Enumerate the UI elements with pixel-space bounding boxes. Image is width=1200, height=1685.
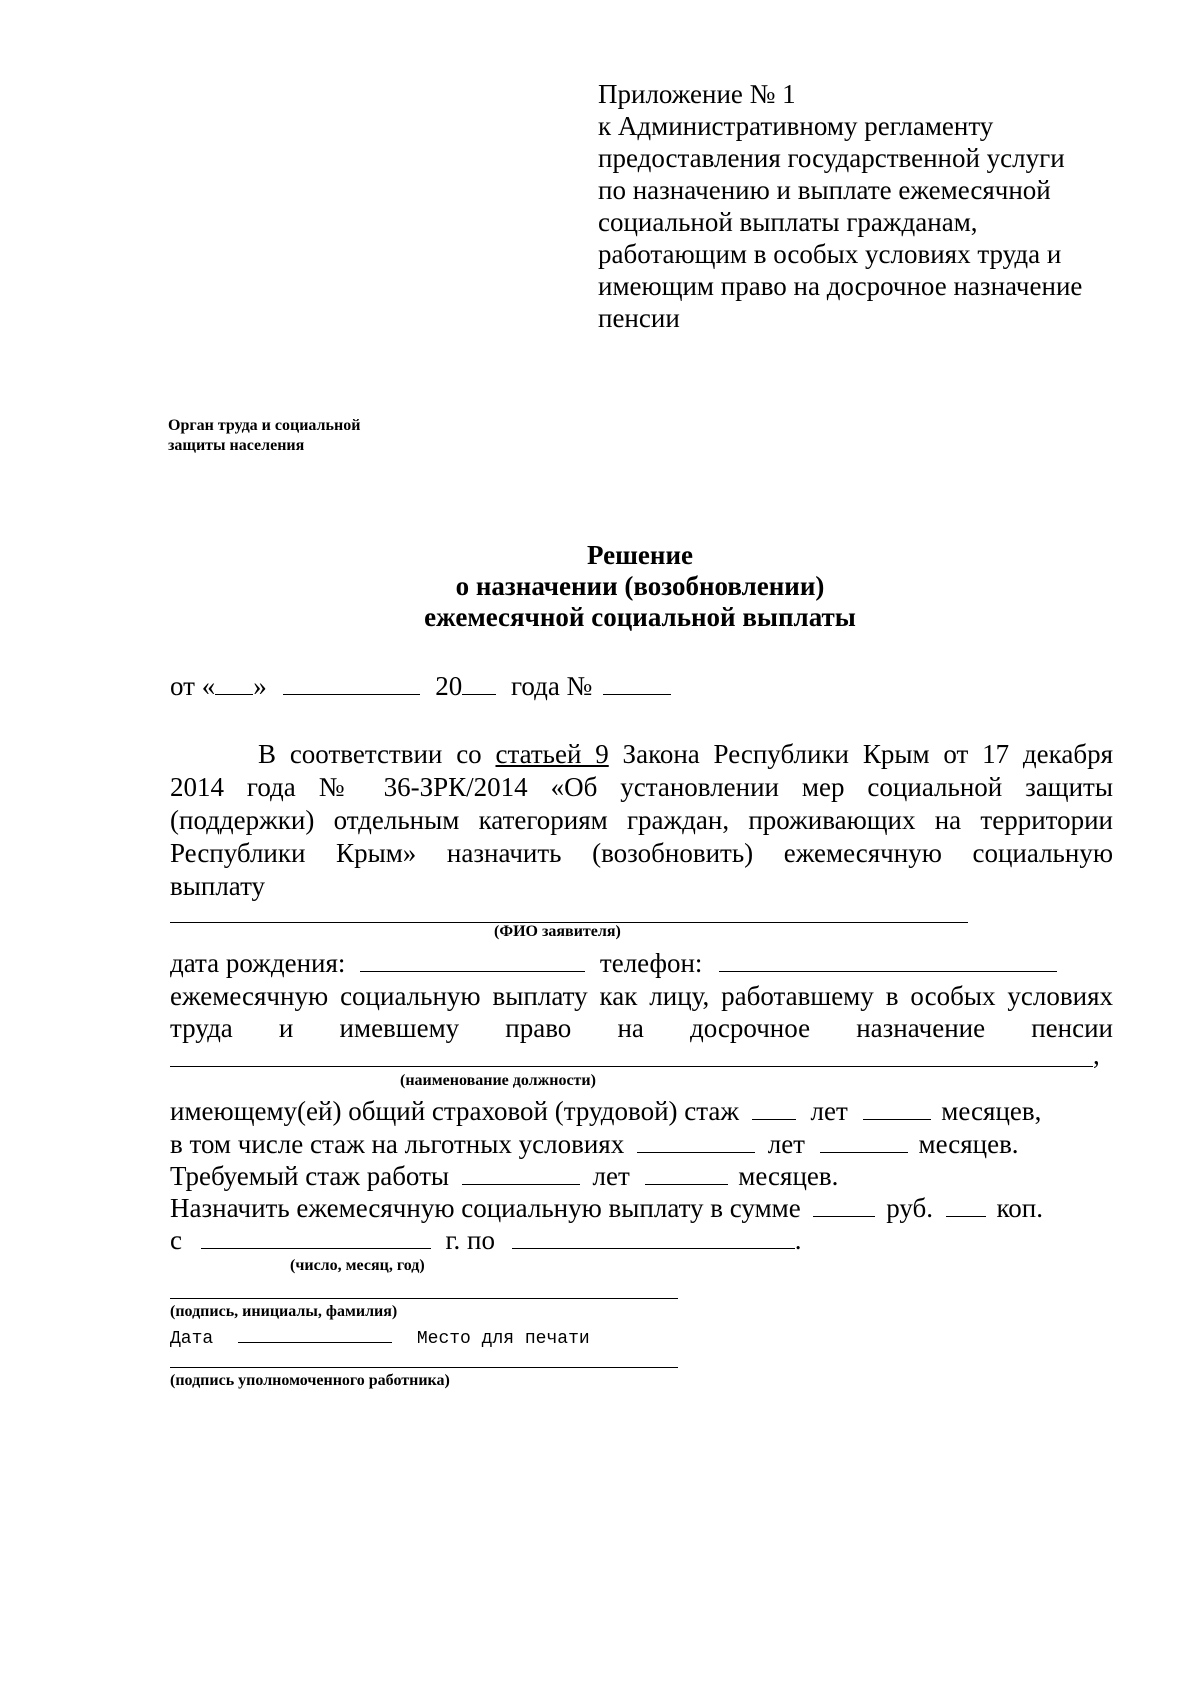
required-months-blank [645,1162,728,1185]
required-years-blank [462,1162,580,1185]
fio-caption: (ФИО заявителя) [494,923,621,940]
date-label: Дата [170,1329,214,1349]
rub-label: руб. [886,1193,934,1223]
pref-years-label: лет [767,1129,805,1159]
pref-stazh-label: в том числе стаж на льготных условиях [170,1129,625,1159]
phone-blank [719,949,1057,972]
position-comma: , [1093,1040,1100,1070]
year-suffix: года № [510,671,593,701]
birth-phone-line [170,948,1057,978]
date-from-label: от « [170,671,216,701]
auth-signature-caption: (подпись уполномоченного работника) [170,1372,450,1389]
body-paragraph [170,738,1113,903]
position-line [170,1066,1093,1067]
title-line-3: ежемесячной социальной выплаты [424,602,856,632]
appendix-line: пенсии [598,303,680,333]
position-caption: (наименование должности) [400,1072,596,1089]
assign-amount-line [170,1193,1043,1223]
birth-label: дата рождения: [170,948,346,978]
year-blank [462,672,496,695]
total-stazh-label: имеющему(ей) общий страховой (трудовой) стаж [170,1096,740,1126]
month-blank [283,672,420,695]
number-blank [603,672,671,695]
appendix-line: предоставления государственной услуги [598,143,1065,173]
rub-blank [813,1194,875,1217]
stamp-label: Место для печати [416,1329,590,1349]
appendix-line: имеющим право на досрочное назначение [598,271,1083,301]
appendix-line: работающим в особых условиях труда и [598,239,1062,269]
body-line-1 [170,738,1113,771]
day-blank [215,672,253,695]
signature-caption: (подпись, инициалы, фамилия) [170,1303,398,1320]
assign-amount-label: Назначить ежемесячную социальную выплату в сумме [170,1193,801,1223]
required-stazh-label: Требуемый стаж работы [170,1161,450,1191]
date-caption: (число, месяц, год) [290,1257,425,1274]
document-title [0,540,1200,633]
period-line [170,1225,801,1255]
kop-blank [946,1194,986,1217]
total-years-blank [752,1097,796,1120]
required-years-label: лет [592,1161,630,1191]
date-stamp-line [170,1324,590,1349]
date-blank [238,1324,392,1343]
appendix-line: по назначению и выплате ежемесячной [598,175,1051,205]
pref-months-label: месяцев. [918,1129,1019,1159]
total-months-blank [863,1097,931,1120]
law-article-link[interactable]: статьей 9 [495,739,609,769]
total-stazh-line [170,1096,1041,1126]
period-from-label: с [170,1225,182,1255]
monthly-line-1: ежемесячную социальную выплату как лицу, работавшему в особых условиях [170,981,1113,1011]
signature-line [170,1298,678,1299]
period-to-blank [512,1226,795,1249]
org-label [168,416,360,456]
required-stazh-line [170,1161,838,1191]
monthly-line-2: труда и имевшему право на досрочное назначение пенсии [170,1013,1113,1043]
appendix-line: Приложение № 1 [598,79,796,109]
phone-label: телефон: [599,948,703,978]
pref-months-blank [820,1130,908,1153]
org-line-2: защиты населения [168,437,305,454]
appendix-line: к Административному регламенту [598,111,994,141]
total-years-label: лет [810,1096,848,1126]
body-l1-end: Закона Республики Крым от 17 декабря [608,739,1113,769]
body-l1-start: В соответствии со [258,739,496,769]
required-months-label: месяцев. [738,1161,839,1191]
date-close-quote: » [253,671,267,701]
appendix-block [598,78,1082,334]
auth-signature-line [170,1367,678,1368]
date-line [170,671,671,701]
body-line-4: Республики Крым» назначить (возобновить) ежемесячную социальную [170,838,1113,868]
kop-label: коп. [996,1193,1043,1223]
appendix-line: социальной выплаты гражданам, [598,207,978,237]
title-line-2: о назначении (возобновлении) [455,571,825,601]
total-months-label: месяцев, [941,1096,1042,1126]
pref-years-blank [637,1130,755,1153]
body-line-3: (поддержки) отдельным категориям граждан, проживающих на территории [170,805,1113,835]
org-line-1: Орган труда и социальной [168,417,361,434]
title-line-1: Решение [587,540,693,570]
period-dot: . [794,1225,802,1255]
birth-blank [360,949,585,972]
body-line-2: 2014 года № 36-ЗРК/2014 «Об установлении мер социальной защиты [170,772,1113,802]
period-from-blank [201,1226,431,1249]
pref-stazh-line [170,1129,1019,1159]
year-prefix: 20 [435,671,463,701]
body-line-5: выплату [170,871,266,901]
period-to-label: г. по [445,1225,495,1255]
